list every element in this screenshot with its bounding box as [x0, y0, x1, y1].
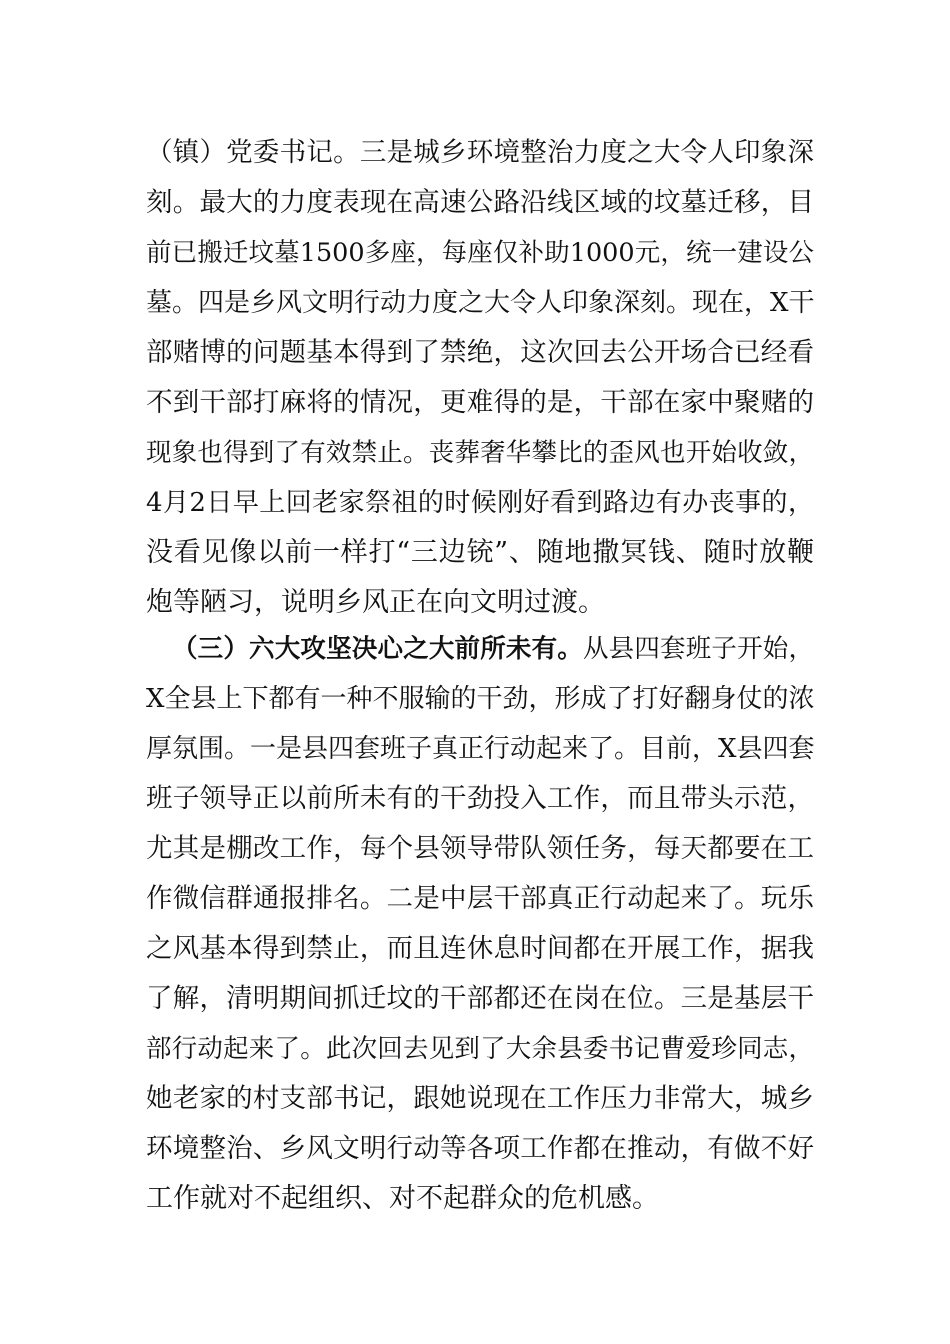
paragraph-line: 前已搬迁坟墓1500多座，每座仅补助1000元，统一建设公 [146, 238, 814, 268]
section-heading: （三）六大攻坚决心之大前所未有。 [172, 634, 583, 664]
paragraph-line: 部赌博的问题基本得到了禁绝，这次回去公开场合已经看 [146, 337, 814, 368]
paragraph-line: 之风基本得到禁止，而且连休息时间都在开展工作，据我 [146, 933, 814, 964]
paragraph-line: 作微信群通报排名。二是中层干部真正行动起来了。玩乐 [146, 883, 814, 914]
paragraph-line: 部行动起来了。此次回去见到了大余县委书记曹爱珍同志， [146, 1034, 814, 1064]
paragraph-line: 班子领导正以前所未有的干劲投入工作，而且带头示范， [146, 783, 814, 814]
paragraph-line: 现象也得到了有效禁止。丧葬奢华攀比的歪风也开始收敛， [146, 438, 814, 468]
paragraph-line: 工作就对不起组织、对不起群众的危机感。 [146, 1183, 659, 1214]
paragraph-line: 不到干部打麻将的情况，更难得的是，干部在家中聚赌的 [146, 387, 814, 418]
section-heading-line [172, 624, 814, 674]
paragraph-line: 厚氛围。一是县四套班子真正行动起来了。目前，X县四套 [146, 734, 815, 764]
paragraph-line: 环境整治、乡风文明行动等各项工作都在推动，有做不好 [146, 1133, 814, 1164]
paragraph-line: （镇）党委书记。三是城乡环境整治力度之大令人印象深 [146, 137, 814, 168]
paragraph-line: 4月2日早上回老家祭祖的时候刚好看到路边有办丧事的， [146, 488, 814, 518]
paragraph-line: 炮等陋习，说明乡风正在向文明过渡。 [146, 587, 605, 618]
paragraph-line: 没看见像以前一样打“三边铳”、随地撒冥钱、随时放鞭 [146, 537, 814, 568]
paragraph-line: X全县上下都有一种不服输的干劲，形成了打好翻身仗的浓 [146, 684, 815, 714]
paragraph-line: 她老家的村支部书记，跟她说现在工作压力非常大，城乡 [146, 1083, 814, 1114]
paragraph-line: 了解，清明期间抓迁坟的干部都还在岗在位。三是基层干 [146, 983, 814, 1014]
paragraph-line: 尤其是棚改工作，每个县领导带队领任务，每天都要在工 [146, 833, 814, 864]
paragraph-line-rest: 从县四套班子开始， [582, 634, 814, 664]
paragraph-line: 墓。四是乡风文明行动力度之大令人印象深刻。现在，X干 [146, 288, 815, 318]
paragraph-line: 刻。最大的力度表现在高速公路沿线区域的坟墓迁移，目 [146, 187, 814, 218]
